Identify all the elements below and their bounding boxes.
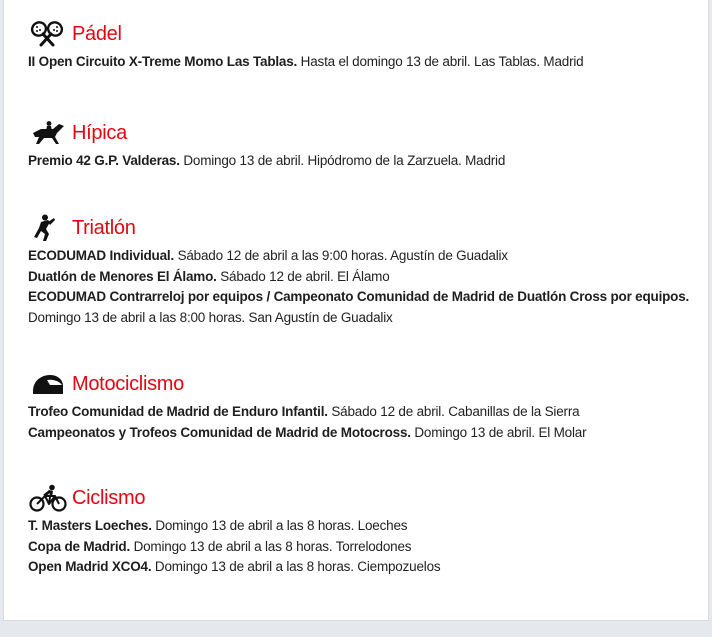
event-item [28, 516, 698, 537]
event-item [28, 151, 698, 172]
section-header [28, 369, 698, 399]
event-name: Premio 42 G.P. Valderas. [28, 153, 180, 168]
section-title: Pádel [72, 23, 122, 45]
event-item [28, 287, 698, 328]
event-details: Sábado 12 de abril a las 9:00 horas. Agustín de Guadalix [174, 248, 508, 263]
event-item [28, 557, 698, 578]
event-details: Sábado 12 de abril. El Álamo [216, 268, 390, 284]
event-name: T. Masters Loeches. [28, 518, 152, 533]
event-item [28, 423, 698, 444]
section-hipica [28, 118, 698, 172]
section-title: Ciclismo [72, 487, 146, 509]
section-ciclismo [28, 483, 698, 578]
event-list [28, 52, 698, 73]
section-title: Motociclismo [72, 373, 184, 395]
event-name: II Open Circuito X-Treme Momo Las Tablas. [28, 54, 298, 69]
motorcycle-helmet-icon [29, 369, 67, 399]
section-padel [28, 19, 698, 73]
event-name: Campeonatos y Trofeos Comunidad de Madrid de Motocross. [28, 424, 411, 440]
event-item [28, 52, 698, 73]
section-motociclismo [28, 369, 698, 443]
section-header [28, 19, 698, 49]
section-header [28, 483, 698, 513]
event-list [28, 402, 698, 443]
event-details: Domingo 13 de abril a las 8 horas. Torrelodones [130, 538, 412, 554]
horse-rider-icon [29, 118, 67, 148]
event-item [28, 537, 698, 558]
section-title: Triatlón [72, 217, 136, 239]
padel-rackets-icon [29, 19, 67, 49]
event-item [28, 246, 698, 267]
event-details: Domingo 13 de abril. El Molar [410, 424, 587, 440]
section-triatlon [28, 213, 698, 328]
event-name: Copa de Madrid. [28, 538, 131, 554]
event-name: Duatlón de Menores El Álamo. [28, 268, 217, 284]
event-details: Hasta el domingo 13 de abril. Las Tablas. Madrid [297, 54, 584, 69]
event-name: Open Madrid XCO4. [28, 559, 152, 574]
section-header [28, 118, 698, 148]
section-header [28, 213, 698, 243]
event-details: Domingo 13 de abril a las 8 horas. Ciempozuelos [151, 559, 441, 574]
cyclist-icon [29, 483, 67, 513]
triathlete-icon [29, 213, 67, 243]
event-list [28, 151, 698, 172]
event-name: ECODUMAD Contrarreloj por equipos / Campeonato Comunidad de Madrid de Duatlón Cross por equipos. [28, 289, 690, 304]
section-title: Hípica [72, 122, 127, 144]
event-details: Domingo 13 de abril a las 8 horas. Loeches [151, 518, 408, 533]
event-item [28, 402, 698, 423]
event-name: ECODUMAD Individual. [28, 248, 175, 263]
event-item [28, 267, 698, 288]
event-name: Trofeo Comunidad de Madrid de Enduro Infantil. [28, 404, 328, 419]
event-list [28, 246, 698, 328]
event-details: Domingo 13 de abril. Hipódromo de la Zarzuela. Madrid [179, 153, 506, 168]
agenda-card [3, 0, 709, 621]
event-details: Sábado 12 de abril. Cabanillas de la Sierra [327, 404, 580, 419]
event-details: Domingo 13 de abril a las 8:00 horas. San Agustín de Guadalix [28, 309, 393, 325]
event-list [28, 516, 698, 578]
